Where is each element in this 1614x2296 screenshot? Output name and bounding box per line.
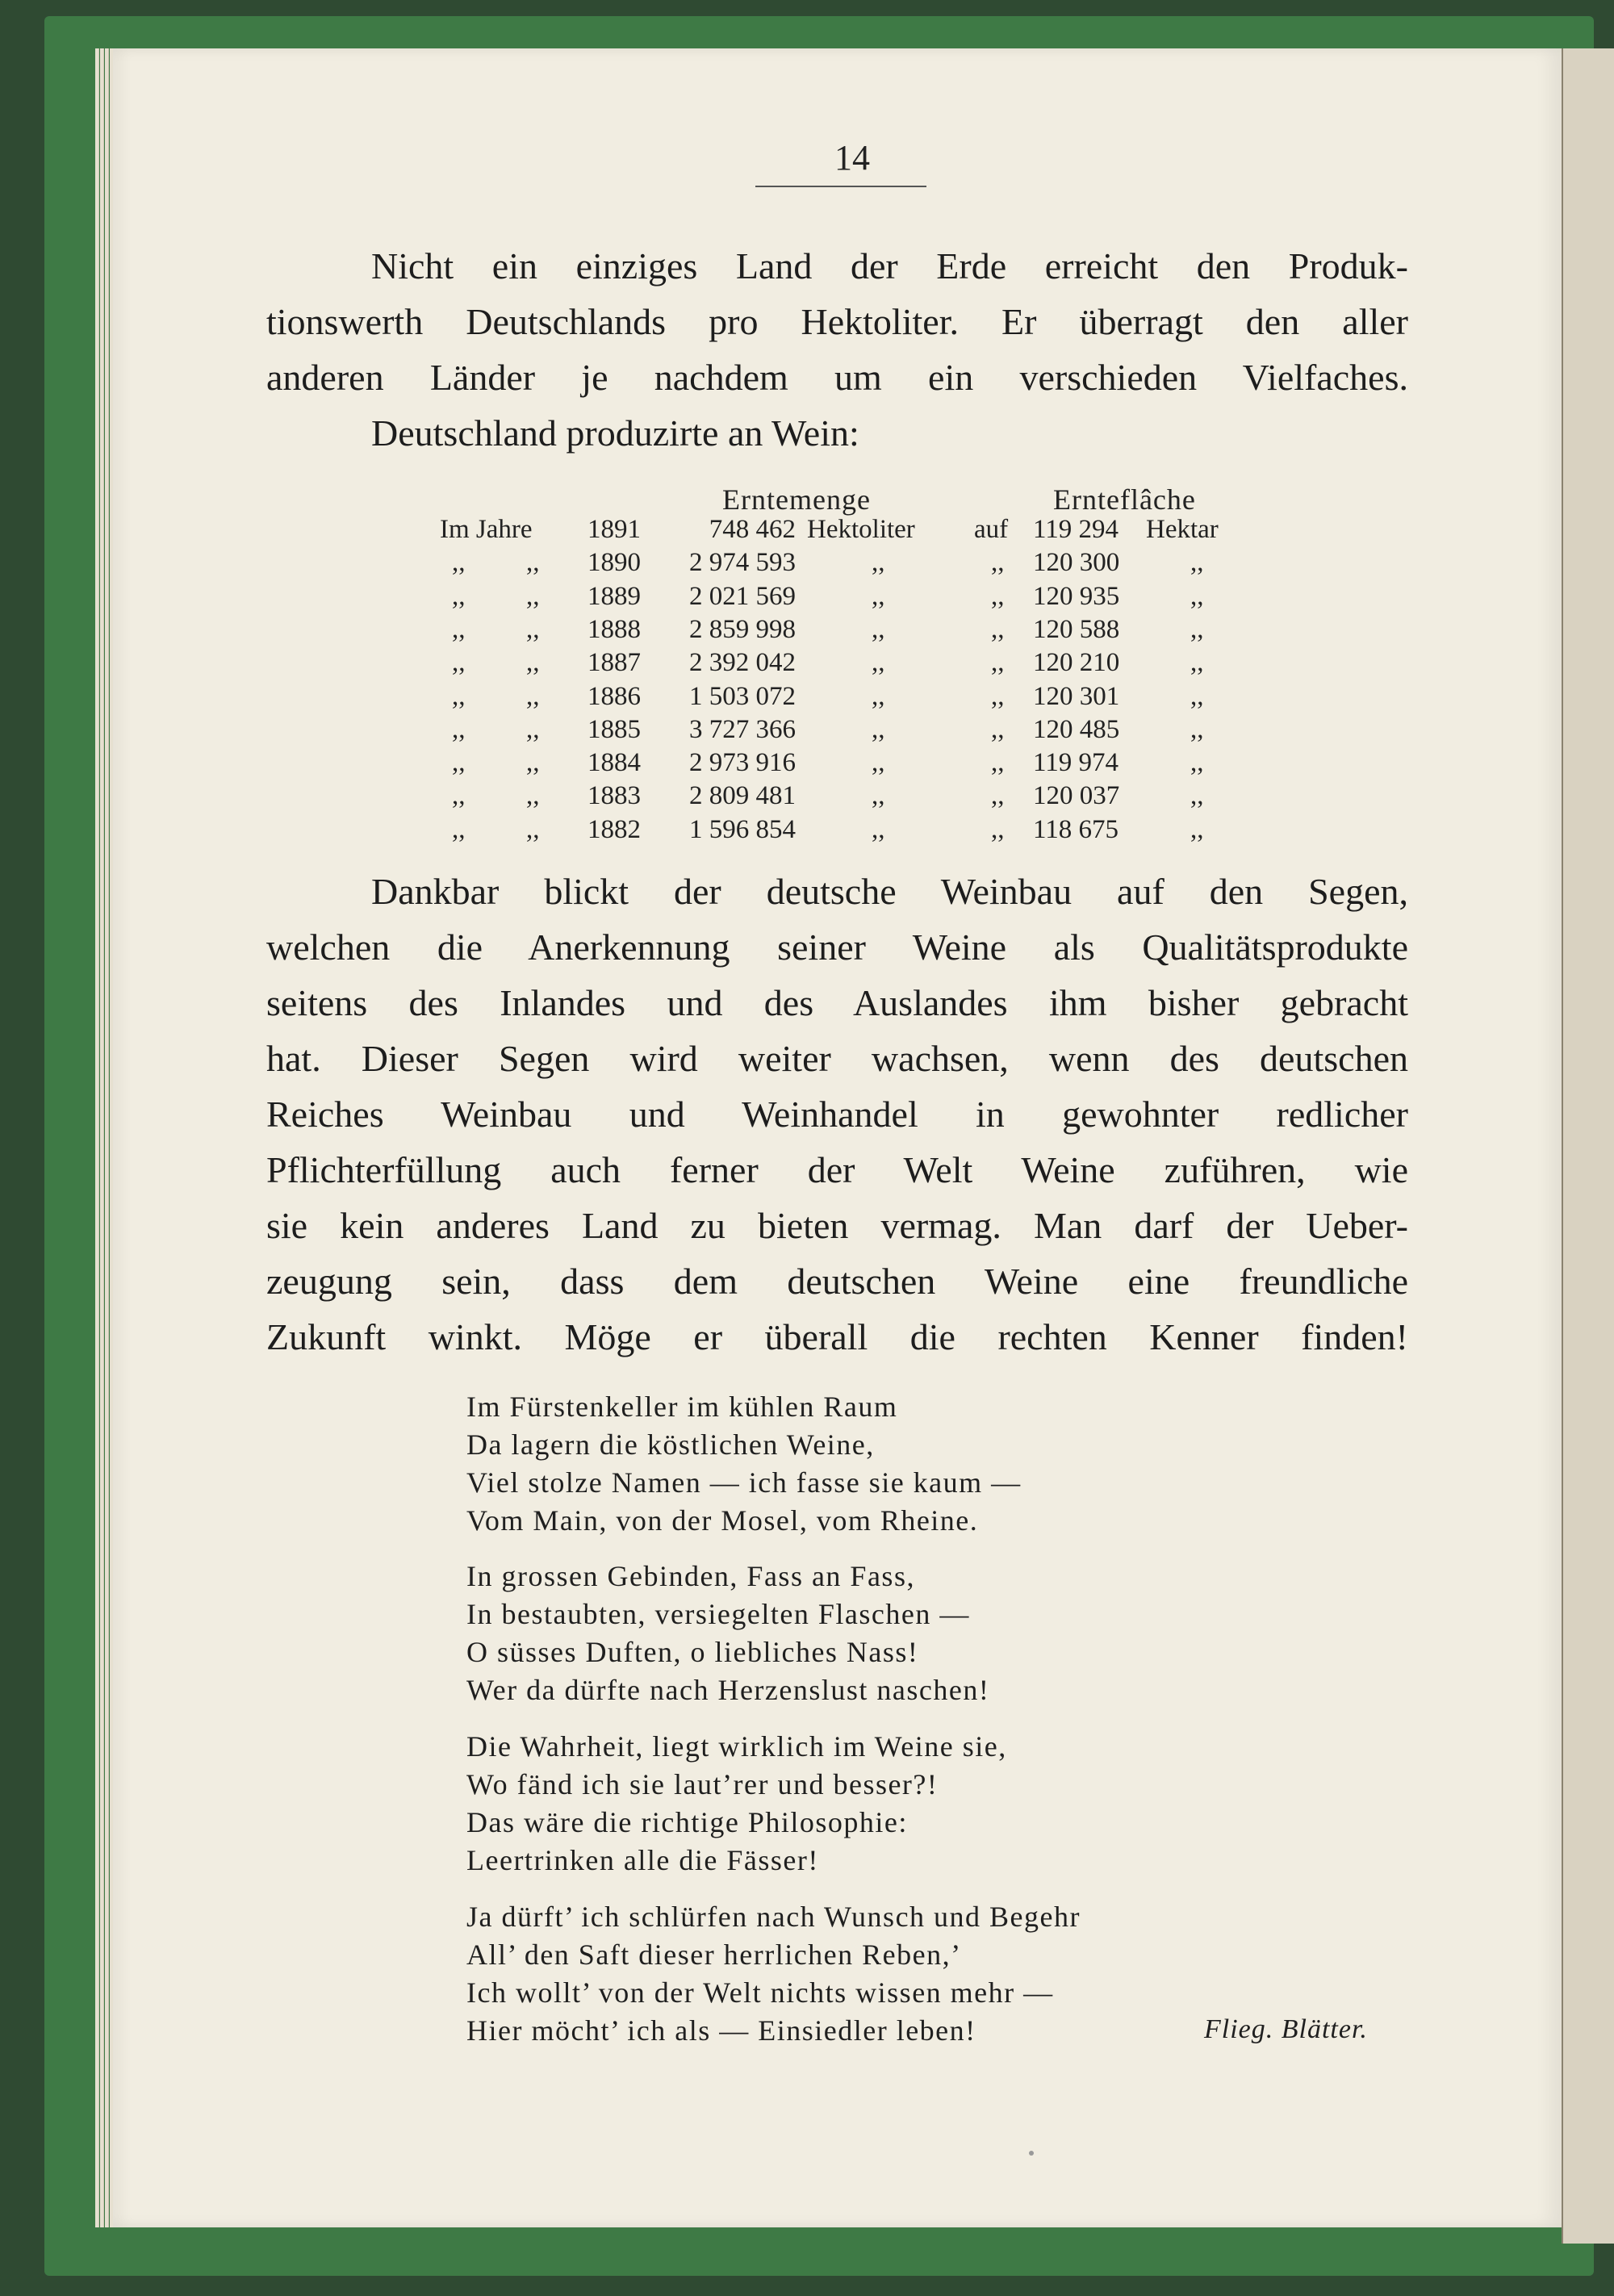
ditto-mark: ,, xyxy=(452,781,466,811)
poem-stanza-3 xyxy=(466,1728,1007,1880)
year-cell: 1891 xyxy=(587,515,641,544)
paragraph-line: Pflichterfüllung auch ferner der Welt Weine zuführen, wie xyxy=(266,1149,1408,1190)
poem-line: Im Fürstenkeller im kühlen Raum xyxy=(466,1391,898,1423)
ditto-mark: ,, xyxy=(991,748,1005,778)
paragraph-line: sie kein anderes Land zu bieten vermag. Man darf der Ueber- xyxy=(266,1205,1408,1246)
ditto-mark: ,, xyxy=(1190,581,1204,611)
connector: auf xyxy=(974,515,1009,544)
ditto-mark: ,, xyxy=(452,814,466,844)
table-row xyxy=(0,781,1614,814)
poem-line: Wo fänd ich sie laut’rer und besser?! xyxy=(466,1768,939,1800)
ditto-mark: ,, xyxy=(872,748,885,778)
area-cell: 119 974 xyxy=(1033,748,1119,778)
table-row xyxy=(0,815,1614,848)
ditto-mark: ,, xyxy=(991,681,1005,711)
harvest-cell: 2 859 998 xyxy=(689,614,796,644)
poem-source: Flieg. Blätter. xyxy=(1204,2014,1368,2044)
paragraph-line: tionswerth Deutschlands pro Hektoliter. Er überragt den aller xyxy=(266,301,1408,342)
paragraph-line: Nicht ein einziges Land der Erde erreicht den Produk- xyxy=(371,245,1408,286)
ditto-mark: ,, xyxy=(872,681,885,711)
harvest-cell: 3 727 366 xyxy=(689,714,796,744)
paragraph-line: Dankbar blickt der deutsche Weinbau auf den Segen, xyxy=(371,871,1408,912)
ditto-mark: ,, xyxy=(526,814,540,844)
page-edge xyxy=(100,48,104,2227)
unit-area: Hektar xyxy=(1146,515,1219,544)
paragraph-gratitude xyxy=(266,864,1408,1365)
ditto-mark: ,, xyxy=(452,614,466,644)
harvest-cell: 2 974 593 xyxy=(689,548,796,578)
year-cell: 1882 xyxy=(587,814,641,844)
ditto-mark: ,, xyxy=(526,681,540,711)
area-cell: 119 294 xyxy=(1033,515,1119,544)
paragraph-line: welchen die Anerkennung seiner Weine als Qualitätsprodukte xyxy=(266,926,1408,968)
ditto-mark: ,, xyxy=(1190,648,1204,678)
column-header-area: Ernteflâche xyxy=(1053,483,1196,516)
ditto-mark: ,, xyxy=(1190,614,1204,644)
ditto-mark: ,, xyxy=(991,581,1005,611)
ditto-mark: ,, xyxy=(452,548,466,578)
ditto-mark: ,, xyxy=(991,714,1005,744)
column-header-harvest: Erntemenge xyxy=(722,483,871,516)
ditto-mark: ,, xyxy=(872,648,885,678)
ditto-mark: ,, xyxy=(1190,748,1204,778)
paragraph-line: seitens des Inlandes und des Auslandes ihm bisher gebracht xyxy=(266,982,1408,1023)
poem-line: Wer da dürfte nach Herzenslust naschen! xyxy=(466,1674,990,1706)
area-cell: 120 935 xyxy=(1033,581,1120,611)
ditto-mark: ,, xyxy=(872,714,885,744)
ditto-mark: ,, xyxy=(452,581,466,611)
area-cell: 120 210 xyxy=(1033,648,1120,678)
ditto-mark: ,, xyxy=(526,548,540,578)
page-number: 14 xyxy=(834,138,870,178)
paragraph-line: Reiches Weinbau und Weinhandel in gewohnter redlicher xyxy=(266,1094,1408,1135)
paragraph-line: anderen Länder je nachdem um ein verschieden Vielfaches. xyxy=(266,357,1408,398)
ditto-mark: ,, xyxy=(872,581,885,611)
poem-stanza-4 xyxy=(466,1898,1081,2050)
ditto-mark: ,, xyxy=(526,648,540,678)
paragraph-line: Zukunft winkt. Möge er überall die rechten Kenner finden! xyxy=(266,1316,1408,1357)
poem-line: Vom Main, von der Mosel, vom Rheine. xyxy=(466,1504,979,1537)
year-cell: 1887 xyxy=(587,648,641,678)
table-row xyxy=(0,582,1614,615)
page-edge xyxy=(95,48,99,2227)
harvest-cell: 2 973 916 xyxy=(689,748,796,778)
area-cell: 120 301 xyxy=(1033,681,1120,711)
year-cell: 1890 xyxy=(587,548,641,578)
poem-line: Ich wollt’ von der Welt nichts wissen mehr — xyxy=(466,1976,1054,2009)
table-row xyxy=(0,615,1614,648)
ditto-mark: ,, xyxy=(526,614,540,644)
paper-speck xyxy=(1029,2151,1034,2156)
poem-line: Die Wahrheit, liegt wirklich im Weine sie, xyxy=(466,1730,1007,1763)
ditto-mark: ,, xyxy=(1190,714,1204,744)
poem-line: O süsses Duften, o liebliches Nass! xyxy=(466,1636,919,1668)
table-row xyxy=(0,715,1614,748)
year-cell: 1883 xyxy=(587,781,641,811)
page-edge xyxy=(105,48,109,2227)
ditto-mark: ,, xyxy=(1190,781,1204,811)
ditto-mark: ,, xyxy=(526,714,540,744)
harvest-cell: 2 392 042 xyxy=(689,648,796,678)
year-cell: 1889 xyxy=(587,581,641,611)
area-cell: 120 485 xyxy=(1033,714,1120,744)
ditto-mark: ,, xyxy=(452,714,466,744)
unit-harvest: Hektoliter xyxy=(807,515,915,544)
paragraph-line: hat. Dieser Segen wird weiter wachsen, wenn des deutschen xyxy=(266,1038,1408,1079)
year-cell: 1884 xyxy=(587,748,641,778)
poem-line: Das wäre die richtige Philosophie: xyxy=(466,1806,908,1838)
ditto-mark: ,, xyxy=(991,614,1005,644)
ditto-mark: ,, xyxy=(991,648,1005,678)
paragraph-line: zeugung sein, dass dem deutschen Weine eine freundliche xyxy=(266,1261,1408,1302)
year-cell: 1886 xyxy=(587,681,641,711)
table-row xyxy=(0,515,1614,548)
poem-line: Ja dürft’ ich schlürfen nach Wunsch und Begehr xyxy=(466,1901,1081,1933)
ditto-mark: ,, xyxy=(526,781,540,811)
ditto-mark: ,, xyxy=(872,814,885,844)
ditto-mark: ,, xyxy=(872,614,885,644)
ditto-mark: ,, xyxy=(1190,814,1204,844)
poem-stanza-2 xyxy=(466,1558,989,1709)
ditto-mark: ,, xyxy=(1190,548,1204,578)
facing-page-edge xyxy=(1562,48,1614,2244)
paragraph-production-value xyxy=(266,238,1408,461)
poem-line: Viel stolze Namen — ich fasse sie kaum — xyxy=(466,1466,1022,1499)
area-cell: 120 037 xyxy=(1033,781,1120,811)
area-cell: 120 300 xyxy=(1033,548,1120,578)
ditto-mark: ,, xyxy=(872,781,885,811)
ditto-mark: ,, xyxy=(991,548,1005,578)
harvest-cell: 1 503 072 xyxy=(689,681,796,711)
poem-line: Da lagern die köstlichen Weine, xyxy=(466,1428,875,1461)
harvest-cell: 748 462 xyxy=(709,515,796,544)
poem-stanza-1 xyxy=(466,1388,1022,1540)
poem-line: Hier möcht’ ich als — Einsiedler leben! xyxy=(466,2014,976,2047)
ditto-mark: ,, xyxy=(452,681,466,711)
ditto-mark: ,, xyxy=(872,548,885,578)
poem-line: Leertrinken alle die Fässer! xyxy=(466,1844,819,1876)
area-cell: 120 588 xyxy=(1033,614,1120,644)
ditto-mark: ,, xyxy=(991,781,1005,811)
intro-line: Deutschland produzirte an Wein: xyxy=(371,412,859,454)
poem-line: All’ den Saft dieser herrlichen Reben,’ xyxy=(466,1938,962,1971)
year-cell: 1888 xyxy=(587,614,641,644)
poem-line: In grossen Gebinden, Fass an Fass, xyxy=(466,1560,915,1592)
harvest-cell: 2 021 569 xyxy=(689,581,796,611)
harvest-cell: 1 596 854 xyxy=(689,814,796,844)
ditto-mark: ,, xyxy=(452,648,466,678)
ditto-mark: ,, xyxy=(526,581,540,611)
ditto-mark: ,, xyxy=(991,814,1005,844)
table-row xyxy=(0,748,1614,781)
harvest-cell: 2 809 481 xyxy=(689,781,796,811)
year-cell: 1885 xyxy=(587,714,641,744)
row-label: Im Jahre xyxy=(440,515,533,544)
table-row xyxy=(0,648,1614,681)
ditto-mark: ,, xyxy=(1190,681,1204,711)
poem-line: In bestaubten, versiegelten Flaschen — xyxy=(466,1598,970,1630)
table-row xyxy=(0,682,1614,715)
ditto-mark: ,, xyxy=(526,748,540,778)
table-row xyxy=(0,548,1614,581)
ditto-mark: ,, xyxy=(452,748,466,778)
area-cell: 118 675 xyxy=(1033,814,1119,844)
header-rule xyxy=(755,186,926,187)
